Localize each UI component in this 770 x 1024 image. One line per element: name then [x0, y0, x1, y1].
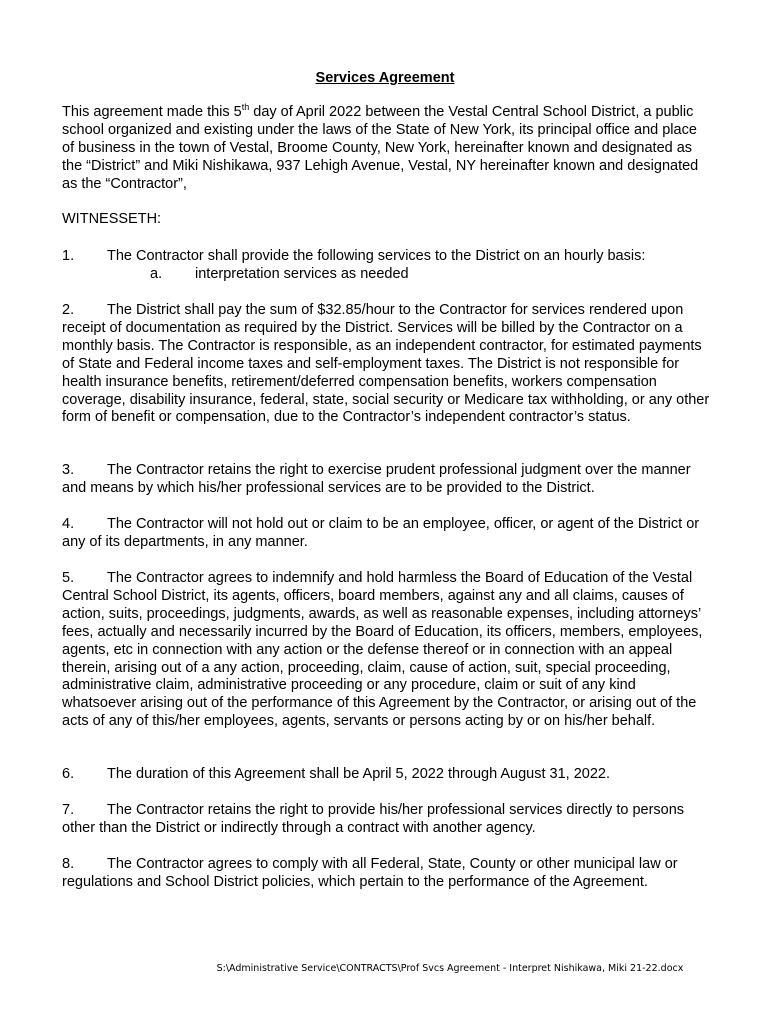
clause-4 — [62, 516, 712, 552]
clause-text: The Contractor retains the right to provide his/her professional services directly to persons other than the District or indirectly through a contract with another agency. — [62, 802, 685, 836]
clause-8 — [62, 856, 712, 892]
clause-3 — [62, 462, 712, 498]
file-path-footer: S:\Administrative Service\CONTRACTS\Prof Svcs Agreement - Interpret Nishikawa, Miki 21-22.docx — [216, 963, 684, 974]
clause-6 — [62, 766, 712, 784]
clause-text: The Contractor will not hold out or claim to be an employee, officer, or agent of the District or any of its departments, in any manner. — [62, 516, 700, 550]
clause-text: The Contractor shall provide the following services to the District on an hourly basis: — [107, 248, 646, 264]
clause-number: 2. — [62, 302, 75, 318]
clause-number: 7. — [62, 802, 75, 818]
clause-text: The Contractor agrees to indemnify and hold harmless the Board of Education of the Vestal Central School District, its agents, officers, board members, against any and all claims, causes of action, suits, proceedings, judgments, awards, as well as reasonable expenses, including attorneys’ fees, actually and necessarily incurred by the Board of Education, its officers, members, employees, agents, etc in connection with any action or the defense thereof or in connection with an appeal therein, arising out of a any action, proceeding, claim, cause of action, suit, special proceeding, administrative claim, administrative proceeding or any procedure, claim or suit of any kind whatsoever arising out of the performance of this Agreement by the Contractor, or arising out of the acts of any of this/her employees, agents, servants or persons acting by or on his/her behalf. — [62, 570, 703, 730]
witnesseth-heading: WITNESSETH: — [62, 211, 162, 227]
clause-2 — [62, 302, 712, 427]
document-title: Services Agreement — [315, 70, 455, 86]
clause-1-subitem — [62, 266, 712, 284]
clause-number: 6. — [62, 766, 75, 782]
clause-number: 8. — [62, 856, 75, 872]
clause-number: 3. — [62, 462, 75, 478]
intro-text-start: This agreement made this 5 — [62, 104, 242, 120]
clause-1 — [62, 248, 712, 284]
clause-text: The Contractor retains the right to exercise prudent professional judgment over the manner and means by which his/her professional services are to be provided to the District. — [62, 462, 691, 496]
subitem-text: interpretation services as needed — [195, 265, 409, 282]
subitem-letter: a. — [150, 265, 163, 282]
intro-text-rest: day of April 2022 between the Vestal Central School District, a public school organized and existing under the laws of the State of New York, its principal office and place of business in the town of Vestal, Broome County, New York, hereinafter known and designated as the “District” and Miki Nishikawa, 937 Lehigh Avenue, Vestal, NY hereinafter known and designated as the “Contractor”, — [62, 104, 699, 192]
intro-superscript: th — [241, 102, 250, 113]
clause-7 — [62, 802, 712, 838]
clause-5 — [62, 570, 712, 731]
clause-text: The duration of this Agreement shall be April 5, 2022 through August 31, 2022. — [107, 766, 611, 782]
clause-number: 5. — [62, 570, 75, 586]
clause-number: 1. — [62, 248, 75, 264]
intro-paragraph — [62, 104, 712, 194]
clause-text: The Contractor agrees to comply with all Federal, State, County or other municipal law or regulations and School District policies, which pertain to the performance of the Agreement. — [62, 856, 678, 890]
clause-text: The District shall pay the sum of $32.85/hour to the Contractor for services rendered upon receipt of documentation as required by the District. Services will be billed by the Contractor on a monthly basis. The Contractor is responsible, as an independent contractor, for estimated payments of State and Federal income taxes and self-employment taxes. The District is not responsible for health insurance benefits, retirement/deferred compensation benefits, workers compensation coverage, disability insurance, federal, state, social security or Medicare tax withholding, or any other form of benefit or compensation, due to the Contractor’s independent contractor’s status. — [62, 302, 710, 426]
clause-number: 4. — [62, 516, 75, 532]
